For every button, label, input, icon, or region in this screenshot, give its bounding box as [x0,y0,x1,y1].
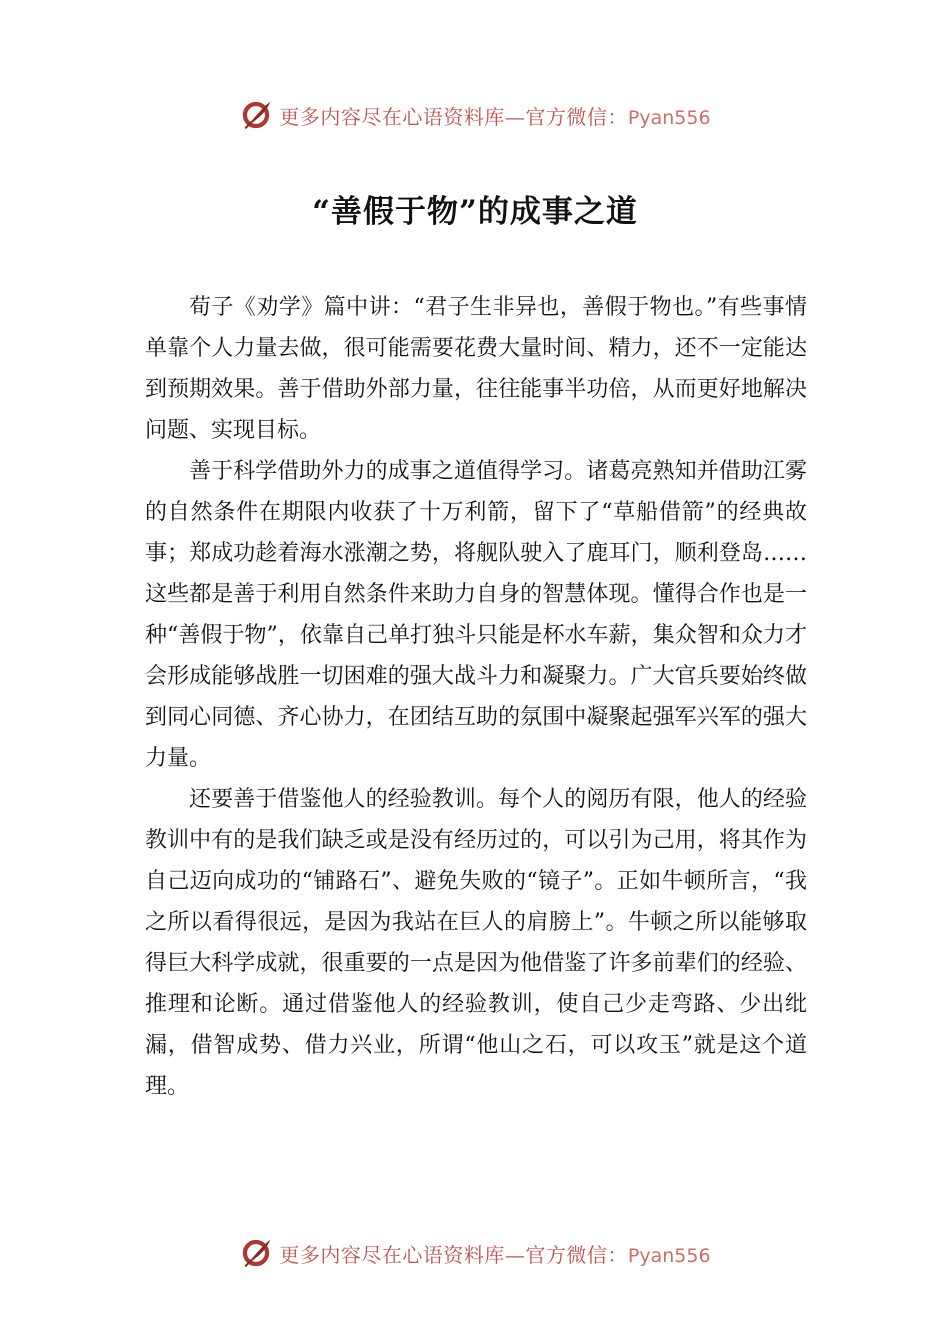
paragraph: 还要善于借鉴他人的经验教训。每个人的阅历有限，他人的经验教训中有的是我们缺乏或是没有经历过的，可以引为己用，将其作为自己迈向成功的“铺路石”、避免失败的“镜子”。正如牛顿所言，“我之所以看得很远，是因为我站在巨人的肩膀上”。牛顿之所以能够取得巨大科学成就，很重要的一点是因为他借鉴了许多前辈们的经验、推理和论断。通过借鉴他人的经验教训，使自己少走弯路、少出纰漏，借智成势、借力兴业，所谓“他山之石，可以攻玉”就是这个道理。 [145,787,807,1099]
banner-label: 更多内容尽在心语资料库—官方微信： [279,1242,628,1267]
paragraph: 荀子《劝学》篇中讲：“君子生非异也，善假于物也。”有些事情单靠个人力量去做，很可能需要花费大量时间、精力，还不一定能达到预期效果。善于借助外部力量，往往能事半功倍，从而更好地解决问题、实现目标。 [145,295,807,443]
banner-label: 更多内容尽在心语资料库—官方微信： [279,104,628,129]
page-title: “善假于物”的成事之道 [312,194,638,230]
banner-text [279,1239,710,1268]
quill-pen-logo-icon [239,1236,273,1270]
header-banner [0,95,950,135]
wechat-id: Pyan556 [627,1244,711,1267]
article-body [145,287,807,1107]
banner-text [279,101,710,130]
paragraph: 善于科学借助外力的成事之道值得学习。诸葛亮熟知并借助江雾的自然条件在期限内收获了十万利箭，留下了“草船借箭”的经典故事；郑成功趁着海水涨潮之势，将舰队驶入了鹿耳门，顺利登岛……这些都是善于利用自然条件来助力自身的智慧体现。懂得合作也是一种“善假于物”，依靠自己单打独斗只能是杯水车薪，集众智和众力才会形成能够战胜一切困难的强大战斗力和凝聚力。广大官兵要始终做到同心同德、齐心协力，在团结互助的氛围中凝聚起强军兴军的强大力量。 [145,459,807,771]
quill-pen-logo-icon [239,98,273,132]
wechat-id: Pyan556 [627,106,711,129]
footer-banner [0,1233,950,1273]
